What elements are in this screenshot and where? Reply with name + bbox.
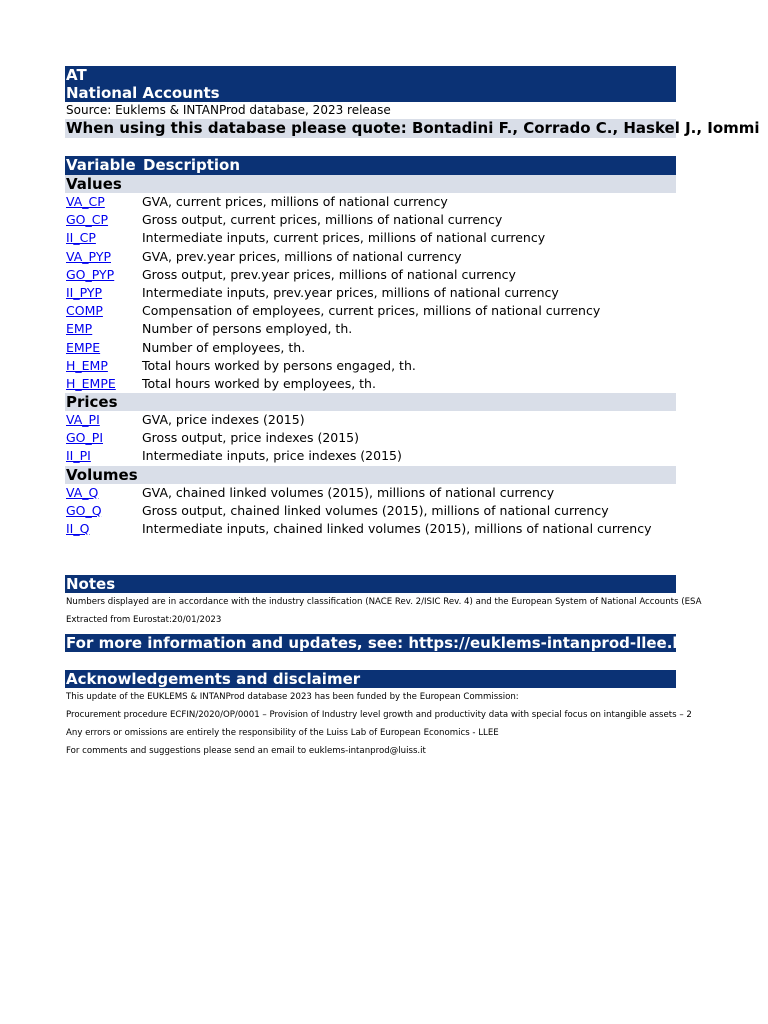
section-header: Prices <box>65 393 676 411</box>
notes-header: Notes <box>65 575 676 593</box>
variable-description: GVA, current prices, millions of national currency <box>142 194 448 209</box>
section-header: Values <box>65 175 676 193</box>
notes-line: Extracted from Eurostat:20/01/2023 <box>66 615 222 626</box>
variable-description: Intermediate inputs, chained linked volumes (2015), millions of national currency <box>142 521 652 536</box>
table-header <box>65 156 676 175</box>
page-title: National Accounts <box>66 84 220 102</box>
variable-description: Total hours worked by employees, th. <box>142 375 376 391</box>
variable-link[interactable]: EMPE <box>66 339 101 355</box>
variable-link[interactable]: VA_PI <box>66 412 100 428</box>
variable-description: Intermediate inputs, current prices, millions of national currency <box>142 230 546 246</box>
variable-link[interactable]: H_EMPE <box>66 375 116 391</box>
variable-description: GVA, chained linked volumes (2015), millions of national currency <box>142 484 555 500</box>
more-info-link[interactable]: For more information and updates, see: https://euklems-intanprod-llee.luiss.it/ <box>66 634 735 653</box>
table-row <box>65 429 676 447</box>
source-line: Source: Euklems & INTANProd database, 2023 release <box>66 103 391 117</box>
table-row <box>65 375 676 393</box>
variable-link[interactable]: COMP <box>66 303 103 319</box>
notes-line: Numbers displayed are in accordance with the industry classification (NACE Rev. 2/ISIC Rev. 4) and the European System of National Accounts (ESA <box>66 597 702 608</box>
table-row <box>65 193 676 211</box>
table-row <box>65 411 676 429</box>
spacer <box>65 138 676 156</box>
ack-line: For comments and suggestions please send an email to euklems-intanprod@luiss.it <box>66 746 426 757</box>
variable-description: Number of employees, th. <box>142 339 306 355</box>
variable-table <box>65 175 676 538</box>
table-row <box>65 248 676 266</box>
spreadsheet <box>65 66 760 760</box>
table-row <box>65 447 676 465</box>
variable-link[interactable]: II_Q <box>66 521 90 536</box>
table-row <box>65 484 676 502</box>
spacer <box>65 538 676 575</box>
variable-description: GVA, prev.year prices, millions of national currency <box>142 248 462 264</box>
table-row <box>65 266 676 284</box>
variable-description: Compensation of employees, current prices, millions of national currency <box>142 303 601 319</box>
table-row <box>65 520 676 538</box>
table-row <box>65 229 676 247</box>
section-header: Volumes <box>65 466 676 484</box>
citation-line: When using this database please quote: Bontadini F., Corrado C., Haskel J., Iommi <box>66 119 760 137</box>
variable-link[interactable]: GO_PYP <box>66 266 115 282</box>
variable-link[interactable]: GO_CP <box>66 212 109 228</box>
table-row <box>65 211 676 229</box>
table-row <box>65 302 676 320</box>
variable-description: Gross output, chained linked volumes (2015), millions of national currency <box>142 502 609 518</box>
variable-link[interactable]: H_EMP <box>66 357 108 373</box>
variable-description: Gross output, current prices, millions of national currency <box>142 212 503 228</box>
variable-description: GVA, price indexes (2015) <box>142 412 305 428</box>
variable-description: Intermediate inputs, prev.year prices, millions of national currency <box>142 284 559 300</box>
variable-link[interactable]: II_PYP <box>66 284 103 300</box>
variable-link[interactable]: GO_PI <box>66 430 103 446</box>
table-row <box>65 320 676 338</box>
ack-header: Acknowledgements and disclaimer <box>65 670 676 688</box>
ack-line: Any errors or omissions are entirely the responsibility of the Luiss Lab of European Economics - LLEE <box>66 728 499 739</box>
title-band <box>65 66 676 102</box>
variable-link[interactable]: VA_PYP <box>66 248 111 264</box>
country-code: AT <box>66 66 87 84</box>
table-row <box>65 357 676 375</box>
variable-description: Intermediate inputs, price indexes (2015) <box>142 448 402 464</box>
table-row <box>65 502 676 520</box>
variable-description: Number of persons employed, th. <box>142 321 353 337</box>
variable-description: Gross output, price indexes (2015) <box>142 430 360 446</box>
variable-link[interactable]: VA_Q <box>66 484 99 500</box>
spacer <box>65 652 676 670</box>
variable-description: Total hours worked by persons engaged, th. <box>142 357 416 373</box>
ack-line: This update of the EUKLEMS & INTANProd database 2023 has been funded by the European Commission: <box>66 692 519 703</box>
col-description-header: Description <box>143 156 241 174</box>
table-row <box>65 339 676 357</box>
ack-line: Procurement procedure ECFIN/2020/OP/0001 – Provision of Industry level growth and productivity data with special focus on intangible assets – 2 <box>66 710 692 721</box>
variable-link[interactable]: II_CP <box>66 230 96 246</box>
variable-link[interactable]: GO_Q <box>66 502 102 518</box>
variable-link[interactable]: EMP <box>66 321 93 337</box>
variable-link[interactable]: VA_CP <box>66 194 105 209</box>
variable-description: Gross output, prev.year prices, millions of national currency <box>142 266 516 282</box>
col-variable-header: Variable <box>66 156 136 174</box>
variable-link[interactable]: II_PI <box>66 448 91 464</box>
table-row <box>65 284 676 302</box>
